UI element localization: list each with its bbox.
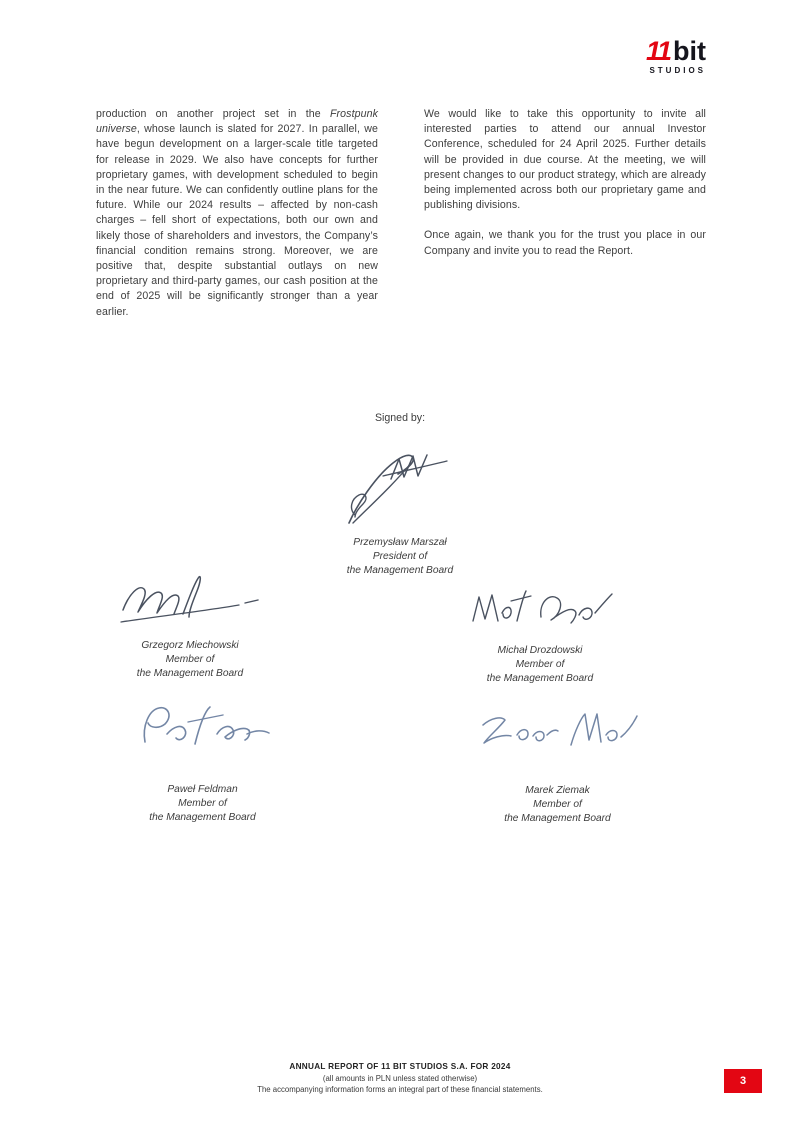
signatory-name: Michał Drozdowski [497,645,583,656]
footer-report-title: ANNUAL REPORT OF 11 BIT STUDIOS S.A. FOR 2024 [289,1062,511,1071]
left-paragraph-pre: production on another project set in the [96,108,330,120]
signatory-block-feldman [95,700,310,825]
right-paragraph-1: We would like to take this opportunity to invite all interested parties to attend our annual Investor Conference, scheduled for 24 April 2025. Further details will be provided in due course. At the meeting, we will present changes to our product strategy, which are already being implemented across both our proprietary game and publishing divisions. [424,108,706,212]
signatory-role-line2: the Management Board [486,673,594,684]
signatory-role-line1: Member of [178,798,227,809]
logo-wordmark [646,38,706,65]
signature-michal-drozdowski-icon [465,585,615,635]
signatory-name: Przemysław Marszał [353,537,447,548]
signatory-block-marszal [290,443,510,578]
company-logo [646,38,706,75]
right-column [424,107,706,320]
signatory-role-line2: the Management Board [504,813,611,824]
signatory-role-line1: President of [372,551,428,562]
body-columns [96,107,706,320]
signatory-role-line1: Member of [165,654,215,665]
signatory-role-line2: the Management Board [346,565,454,576]
signature-marek-ziemak-icon [473,705,643,757]
logo-bit-text: bit [673,36,706,66]
signatory-block-drozdowski [435,585,645,686]
page-footer [0,1061,800,1095]
signatory-name: Paweł Feldman [167,784,238,795]
right-paragraph-2: Once again, we thank you for the trust you place in our Company and invite you to read the Report. [424,229,706,257]
footer-statements-note: The accompanying information forms an integral part of these financial statements. [257,1085,543,1094]
signature-pawel-feldman-icon [133,700,273,752]
signatory-block-miechowski [85,570,295,681]
signatory-name: Marek Ziemak [525,785,590,796]
signed-by-heading: Signed by: [374,412,426,424]
signatory-role-line2: the Management Board [136,668,244,679]
signature-grzegorz-miechowski-icon [115,570,265,632]
signatory-role-line1: Member of [533,799,582,810]
page-number-badge: 3 [724,1069,762,1093]
left-column [96,107,378,320]
signatory-name: Grzegorz Miechowski [141,640,239,651]
left-paragraph-post: , whose launch is slated for 2027. In parallel, we have begun development on a larger-scale title targeted for release in 2029. We also have concepts for further proprietary games, with development scheduled to begin in the near future. We can confidently outline plans for the future. While our 2024 results – affected by non-cash charges – fell short of expectations, both our own and likely those of shareholders and investors, the Company’s financial condition remains strong. Moreover, we are positive that, despite substantial outlays on new proprietary and third-party games, our cash position at the end of 2025 will be significantly stronger than a year earlier. [96,123,378,318]
footer-amounts-note: (all amounts in PLN unless stated otherwise) [322,1074,478,1083]
logo-11-mark: 11 [645,36,670,66]
left-paragraph [96,107,378,320]
left-paragraph-italic: Frostpunk universe [96,108,378,136]
signatory-role-line1: Member of [515,659,565,670]
signatory-role-line2: the Management Board [149,812,256,823]
signatory-block-ziemak [450,705,665,826]
signature-przemyslaw-marszal-icon [335,443,465,528]
logo-studios-text: STUDIOS [649,66,706,75]
